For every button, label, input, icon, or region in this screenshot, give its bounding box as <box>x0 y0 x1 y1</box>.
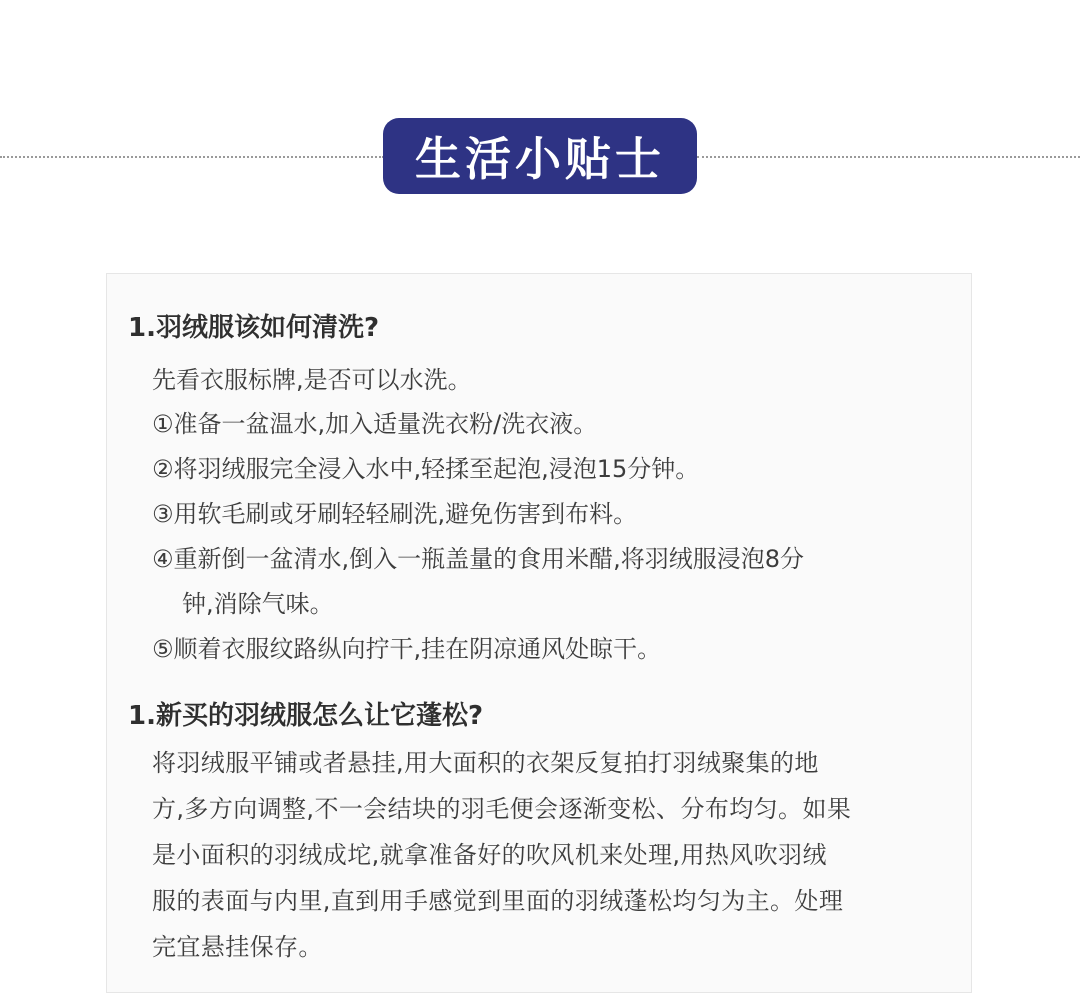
washing-step-1: ①准备一盆温水,加入适量洗衣粉/洗衣液。 <box>152 410 598 438</box>
washing-intro: 先看衣服标牌,是否可以水洗。 <box>152 366 472 394</box>
washing-step-2: ②将羽绒服完全浸入水中,轻揉至起泡,浸泡15分钟。 <box>152 455 700 483</box>
section-heading-washing: 1.羽绒服该如何清洗? <box>128 313 380 343</box>
fluffing-text-line-3: 是小面积的羽绒成坨,就拿准备好的吹风机来处理,用热风吹羽绒 <box>152 841 827 869</box>
fluffing-text-line-4: 服的表面与内里,直到用手感觉到里面的羽绒蓬松均匀为主。处理 <box>152 887 844 915</box>
divider-right <box>697 156 1080 158</box>
fluffing-text-line-1: 将羽绒服平铺或者悬挂,用大面积的衣架反复拍打羽绒聚集的地 <box>152 749 819 777</box>
washing-step-5: ⑤顺着衣服纹路纵向拧干,挂在阴凉通风处晾干。 <box>152 635 662 663</box>
section-heading-fluffing: 1.新买的羽绒服怎么让它蓬松? <box>128 701 484 731</box>
divider-left <box>0 156 384 158</box>
washing-step-3: ③用软毛刷或牙刷轻轻刷洗,避免伤害到布料。 <box>152 500 638 528</box>
washing-step-4: ④重新倒一盆清水,倒入一瓶盖量的食用米醋,将羽绒服浸泡8分 <box>152 545 805 573</box>
fluffing-text-line-2: 方,多方向调整,不一会结块的羽毛便会逐渐变松、分布均匀。如果 <box>152 795 852 823</box>
fluffing-text-line-5: 完宜悬挂保存。 <box>152 933 323 961</box>
washing-step-4-cont: 钟,消除气味。 <box>182 590 334 618</box>
banner-title: 生活小贴士 <box>383 118 697 194</box>
